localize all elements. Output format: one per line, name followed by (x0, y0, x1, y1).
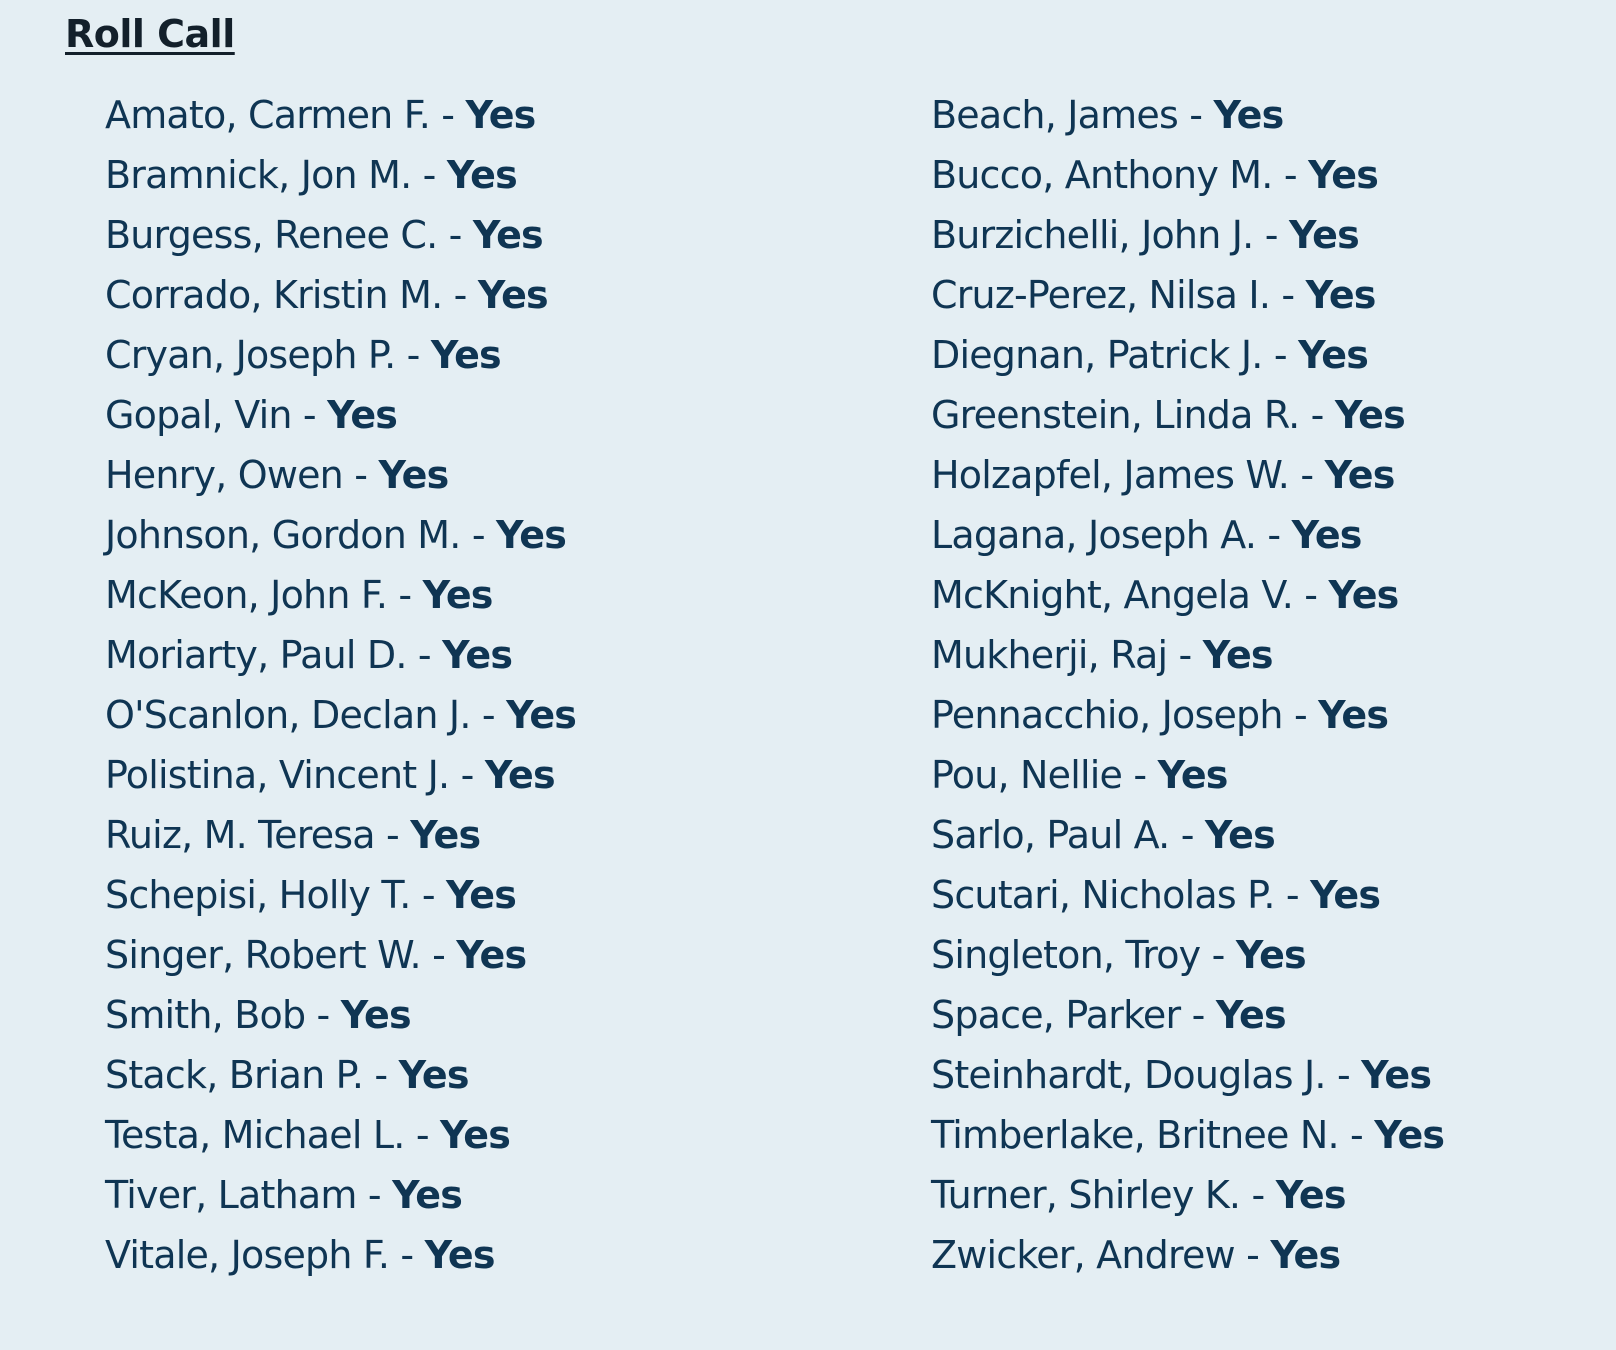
separator: - (389, 1233, 425, 1277)
roll-call-entry (105, 205, 576, 265)
separator: - (460, 513, 497, 557)
separator: - (305, 993, 341, 1037)
vote-value: Yes (1204, 813, 1275, 857)
vote-value: Yes (398, 1053, 469, 1097)
roll-call-entry (105, 985, 576, 1045)
vote-value: Yes (340, 993, 411, 1037)
member-name: Timberlake, Britnee N. (931, 1113, 1339, 1157)
vote-value: Yes (1157, 753, 1228, 797)
vote-value: Yes (456, 933, 527, 977)
member-name: Henry, Owen (105, 453, 343, 497)
roll-call-entry (105, 85, 576, 145)
vote-value: Yes (465, 93, 536, 137)
roll-call-entry (931, 85, 1444, 145)
vote-value: Yes (327, 393, 398, 437)
separator: - (1177, 93, 1214, 137)
vote-value: Yes (1324, 453, 1395, 497)
vote-value: Yes (477, 273, 548, 317)
separator: - (1274, 873, 1311, 917)
roll-call-entry (105, 865, 576, 925)
separator: - (1200, 933, 1236, 977)
separator: - (1270, 273, 1306, 317)
vote-value: Yes (1298, 333, 1369, 377)
roll-call-entry (931, 745, 1444, 805)
separator: - (374, 813, 411, 857)
roll-call-entry (105, 685, 576, 745)
member-name: Testa, Michael L. (105, 1113, 405, 1157)
separator: - (291, 393, 328, 437)
roll-call-entry (931, 685, 1444, 745)
roll-call-entry (931, 385, 1444, 445)
separator: - (1122, 753, 1158, 797)
separator: - (1169, 813, 1205, 857)
roll-call-entry (931, 1105, 1444, 1165)
vote-value: Yes (424, 1233, 495, 1277)
member-name: Diegnan, Patrick J. (931, 333, 1263, 377)
vote-value: Yes (1288, 213, 1359, 257)
roll-call-entry (105, 1165, 576, 1225)
vote-value: Yes (430, 333, 501, 377)
member-name: Burzichelli, John J. (931, 213, 1254, 257)
member-name: Smith, Bob (105, 993, 306, 1037)
roll-call-entry (105, 745, 576, 805)
roll-call-entry (931, 805, 1444, 865)
separator: - (406, 633, 443, 677)
roll-call-entry (931, 1045, 1444, 1105)
vote-value: Yes (1291, 513, 1362, 557)
vote-value: Yes (442, 633, 513, 677)
member-name: Steinhardt, Douglas J. (931, 1053, 1326, 1097)
roll-call-entry (931, 1225, 1444, 1285)
roll-call-entry (931, 865, 1444, 925)
member-name: Schepisi, Holly T. (105, 873, 411, 917)
member-name: Singleton, Troy (931, 933, 1201, 977)
separator: - (1240, 1173, 1276, 1217)
page-title: Roll Call (65, 12, 235, 56)
vote-value: Yes (446, 153, 517, 197)
member-name: Zwicker, Andrew (931, 1233, 1235, 1277)
vote-value: Yes (410, 813, 481, 857)
member-name: Polistina, Vincent J. (105, 753, 450, 797)
roll-call-entry (931, 565, 1444, 625)
vote-value: Yes (378, 453, 449, 497)
separator: - (1282, 693, 1319, 737)
separator: - (1338, 1113, 1375, 1157)
member-name: Gopal, Vin (105, 393, 292, 437)
vote-value: Yes (1374, 1113, 1445, 1157)
roll-call-entry (105, 1105, 576, 1165)
vote-value: Yes (1270, 1233, 1341, 1277)
member-name: Cryan, Joseph P. (105, 333, 396, 377)
separator: - (442, 273, 478, 317)
roll-call-entry (105, 505, 576, 565)
separator: - (1325, 1053, 1362, 1097)
vote-value: Yes (1202, 633, 1273, 677)
roll-call-entry (931, 985, 1444, 1045)
roll-call-entry (105, 145, 576, 205)
vote-value: Yes (1328, 573, 1399, 617)
vote-value: Yes (1235, 933, 1306, 977)
member-name: Mukherji, Raj (931, 633, 1168, 677)
separator: - (1262, 333, 1299, 377)
vote-value: Yes (1275, 1173, 1346, 1217)
vote-value: Yes (506, 693, 577, 737)
separator: - (1256, 513, 1292, 557)
member-name: Corrado, Kristin M. (105, 273, 443, 317)
separator: - (437, 213, 473, 257)
roll-call-entry (931, 325, 1444, 385)
member-name: McKeon, John F. (105, 573, 388, 617)
vote-value: Yes (472, 213, 543, 257)
roll-call-entry (931, 145, 1444, 205)
roll-call-entry (931, 925, 1444, 985)
member-name: Stack, Brian P. (105, 1053, 364, 1097)
vote-value: Yes (1213, 93, 1284, 137)
separator: - (404, 1113, 441, 1157)
separator: - (411, 153, 447, 197)
roll-call-entry (931, 1165, 1444, 1225)
member-name: Amato, Carmen F. (105, 93, 430, 137)
member-name: Lagana, Joseph A. (931, 513, 1257, 557)
separator: - (429, 93, 466, 137)
roll-call-entry (105, 265, 576, 325)
member-name: Ruiz, M. Teresa (105, 813, 375, 857)
member-name: McKnight, Angela V. (931, 573, 1293, 617)
roll-call-entry (105, 925, 576, 985)
roll-call-entry (931, 265, 1444, 325)
separator: - (363, 1053, 399, 1097)
separator: - (1292, 573, 1329, 617)
separator: - (342, 453, 379, 497)
separator: - (470, 693, 507, 737)
vote-value: Yes (392, 1173, 463, 1217)
roll-call-entry (105, 1045, 576, 1105)
member-name: Bramnick, Jon M. (105, 153, 412, 197)
member-name: Pou, Nellie (931, 753, 1123, 797)
separator: - (410, 873, 447, 917)
roll-call-left-column (105, 85, 576, 1285)
separator: - (1289, 453, 1325, 497)
separator: - (1253, 213, 1289, 257)
member-name: Singer, Robert W. (105, 933, 421, 977)
roll-call-entry (931, 505, 1444, 565)
separator: - (449, 753, 485, 797)
roll-call-entry (105, 805, 576, 865)
member-name: Cruz-Perez, Nilsa I. (931, 273, 1271, 317)
separator: - (356, 1173, 393, 1217)
member-name: Holzapfel, James W. (931, 453, 1290, 497)
roll-call-entry (931, 625, 1444, 685)
vote-value: Yes (422, 573, 493, 617)
roll-call-entry (105, 625, 576, 685)
vote-value: Yes (1215, 993, 1286, 1037)
separator: - (1167, 633, 1203, 677)
separator: - (1180, 993, 1216, 1037)
member-name: Scutari, Nicholas P. (931, 873, 1275, 917)
vote-value: Yes (446, 873, 517, 917)
member-name: Space, Parker (931, 993, 1181, 1037)
member-name: Greenstein, Linda R. (931, 393, 1300, 437)
member-name: O'Scanlon, Declan J. (105, 693, 471, 737)
vote-value: Yes (1305, 273, 1376, 317)
member-name: Pennacchio, Joseph (931, 693, 1283, 737)
roll-call-entry (931, 205, 1444, 265)
member-name: Beach, James (931, 93, 1178, 137)
vote-value: Yes (440, 1113, 511, 1157)
member-name: Burgess, Renee C. (105, 213, 438, 257)
member-name: Tiver, Latham (105, 1173, 357, 1217)
roll-call-entry (931, 445, 1444, 505)
roll-call-entry (105, 325, 576, 385)
separator: - (395, 333, 431, 377)
separator: - (1272, 153, 1309, 197)
vote-value: Yes (496, 513, 567, 557)
vote-value: Yes (1318, 693, 1389, 737)
roll-call-entry (105, 385, 576, 445)
member-name: Sarlo, Paul A. (931, 813, 1170, 857)
roll-call-entry (105, 565, 576, 625)
roll-call-entry (105, 445, 576, 505)
vote-value: Yes (1308, 153, 1379, 197)
roll-call-entry (105, 1225, 576, 1285)
member-name: Turner, Shirley K. (931, 1173, 1241, 1217)
member-name: Bucco, Anthony M. (931, 153, 1273, 197)
separator: - (387, 573, 423, 617)
vote-value: Yes (1361, 1053, 1432, 1097)
roll-call-right-column (931, 85, 1444, 1285)
member-name: Vitale, Joseph F. (105, 1233, 390, 1277)
member-name: Johnson, Gordon M. (105, 513, 461, 557)
vote-value: Yes (1310, 873, 1381, 917)
separator: - (1234, 1233, 1271, 1277)
member-name: Moriarty, Paul D. (105, 633, 407, 677)
separator: - (420, 933, 457, 977)
separator: - (1299, 393, 1335, 437)
vote-value: Yes (1334, 393, 1405, 437)
vote-value: Yes (484, 753, 555, 797)
